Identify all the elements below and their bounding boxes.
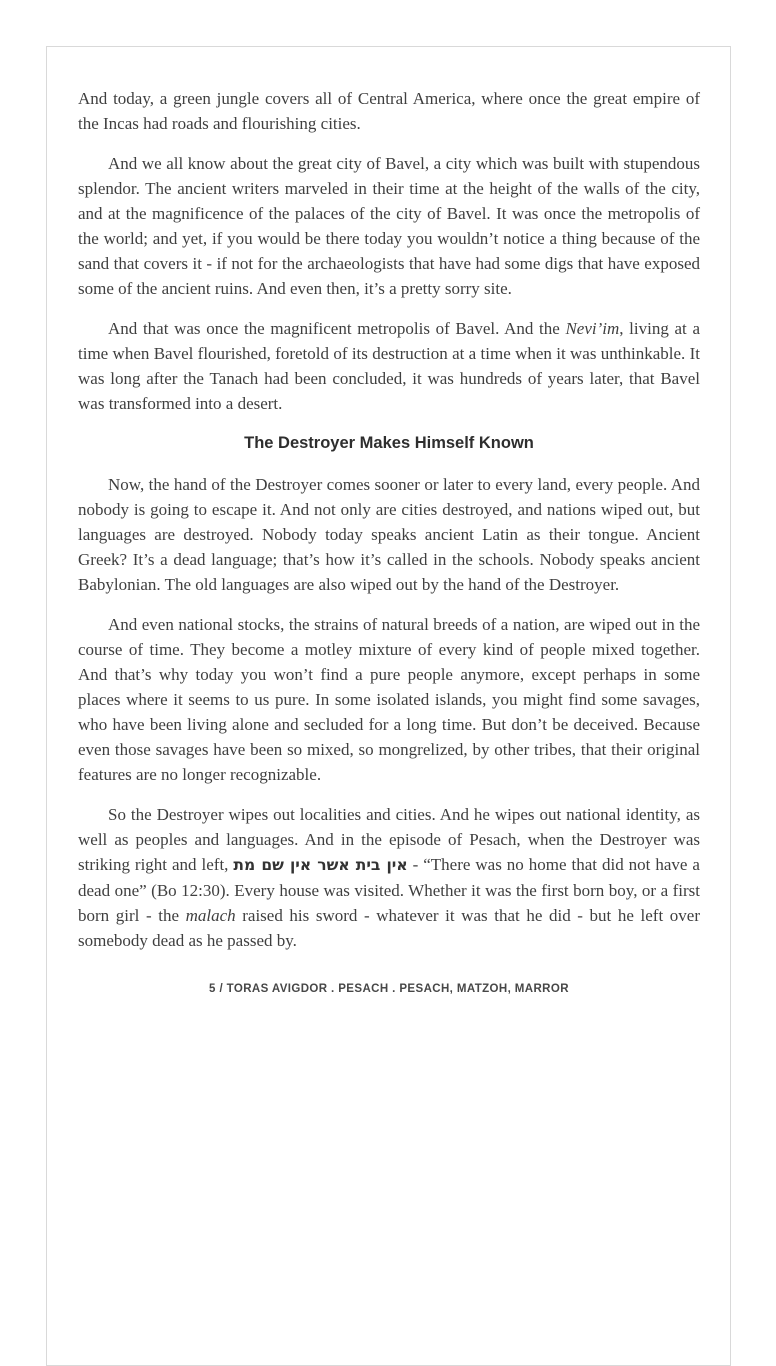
- paragraph-run: - “There was no home that did not have a dead one” (Bo 12:30). Every house was visited. Whether it was the first born boy, or a first born girl - the: [78, 855, 700, 925]
- paragraph-run: raised his sword - whatever it was that he did - but he left over somebody dead as he passed by.: [78, 906, 700, 950]
- paragraph-run: And that was once the magnificent metropolis of Bavel. And the: [108, 319, 566, 338]
- italic-term: Nevi’im: [565, 319, 620, 338]
- paragraph: And even national stocks, the strains of natural breeds of a nation, are wiped out in the course of time. They become a motley mixture of every kind of people mixed together. And that’s why today you won’t find a pure people anymore, except perhaps in some places where it seems to us pure. In some isolated islands, you might find some savages, who have been living alone and secluded for a long time. But don’t be deceived. Because even those savages have been so mixed, so mongrelized, by other tribes, that their original features are no longer recognizable.: [78, 615, 700, 784]
- page-footer: 5 / TORAS AVIGDOR . PESACH . PESACH, MATZOH, MARROR: [209, 983, 569, 995]
- paragraph: And today, a green jungle covers all of Central America, where once the great empire of the Incas had roads and flourishing cities.: [78, 89, 700, 133]
- paragraph: [78, 316, 700, 416]
- paragraph: Now, the hand of the Destroyer comes sooner or later to every land, every people. And nobody is going to escape it. And not only are cities destroyed, and nations wiped out, but languages are destroyed. Nobody today speaks ancient Latin as their tongue. Ancient Greek? It’s a dead language; that’s how it’s called in the schools. Nobody speaks ancient Babylonian. The old languages are also wiped out by the hand of the Destroyer.: [78, 475, 700, 594]
- italic-term: malach: [185, 906, 236, 925]
- paragraph-run: So the Destroyer wipes out localities and cities. And he wipes out national identity, as well as peoples and languages. And in the episode of Pesach, when the Destroyer was striking right and left,: [78, 805, 700, 874]
- hebrew-phrase: אין בית אשר אין שם מת: [233, 856, 408, 874]
- paragraph-run: , living at a time when Bavel flourished, foretold of its destruction at a time when it was unthinkable. It was long after the Tanach had been concluded, it was hundreds of years later, that Bavel was transformed into a desert.: [78, 319, 700, 413]
- paragraph: And we all know about the great city of Bavel, a city which was built with stupendous splendor. The ancient writers marveled in their time at the height of the walls of the city, and at the magnificence of the palaces of the city of Bavel. It was once the metropolis of the world; and yet, if you would be there today you wouldn’t notice a thing because of the sand that covers it - if not for the archaeologists that have had some digs that have exposed some of the ancient ruins. And even then, it’s a pretty sorry site.: [78, 154, 700, 298]
- section-heading: The Destroyer Makes Himself Known: [244, 434, 534, 452]
- document-page: [46, 46, 731, 1366]
- paragraph: [78, 802, 700, 953]
